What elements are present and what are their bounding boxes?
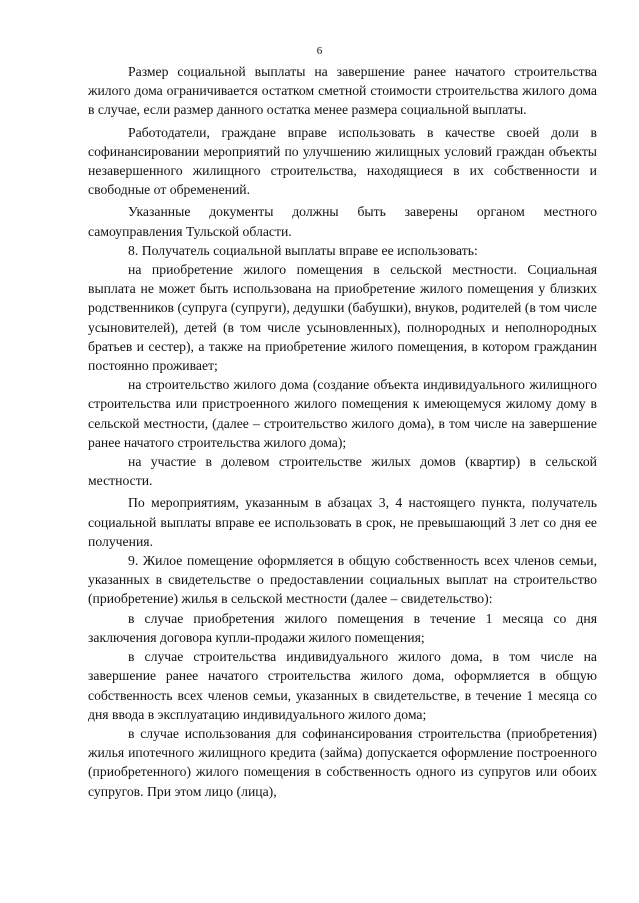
paragraph-employers: Работодатели, граждане вправе использовать в качестве своей доли в софинансировании мероприятий по улучшению жилищных условий граждан объекты незавершенного жилищного строительства, находящиеся в их собственности и свободные от обременений. (88, 124, 597, 198)
document-body (88, 62, 597, 801)
paragraph-payment-size: Размер социальной выплаты на завершение ранее начатого строительства жилого дома ограничивается остатком сметной стоимости строительства жилого дома в случае, если размер данного остатка менее размера социальной выплаты. (88, 64, 597, 118)
paragraph-mortgage-case: в случае использования для софинансирования строительства (приобретения) жилья ипотечного жилищного кредита (займа) допускается оформление построенного (приобретенного) жилого помещения в собственность одного из супругов или обоих супругов. При этом лицо (лица), (88, 725, 597, 799)
paragraph-purchase-case: в случае приобретения жилого помещения в течение 1 месяца со дня заключения договора купли-продажи жилого помещения; (88, 610, 597, 645)
paragraph-shared-construction: на участие в долевом строительстве жилых домов (квартир) в сельской местности. (88, 454, 597, 489)
paragraph-construction-case: в случае строительства индивидуального жилого дома, в том числе на завершение ранее начатого строительства жилого дома, оформляется в общую собственность всех членов семьи, указанных в свидетельстве, в течение 1 месяца со дня ввода в эксплуатацию индивидуального жилого дома; (88, 649, 597, 722)
paragraph-purchase-housing: на приобретение жилого помещения в сельской местности. Социальная выплата не может быть использована на приобретение жилого помещения у близких родственников (супруга (супруги), дедушки (бабушки), внуков, родителей (в том числе усыновителей), детей (в том числе усыновленных), полнородных и неполнородных братьев и сестер), а также на приобретение жилого помещения, в котором гражданин постоянно проживает; (88, 262, 597, 374)
paragraph-documents-certified: Указанные документы должны быть заверены органом местного самоуправления Тульской области. (88, 204, 597, 239)
paragraph-item-8: 8. Получатель социальной выплаты вправе ее использовать: (128, 242, 478, 258)
paragraph-usage-term: По мероприятиям, указанным в абзацах 3, 4 настоящего пункта, получатель социальной выплаты вправе ее использовать в срок, не превышающий 3 лет со дня ее получения. (88, 495, 597, 549)
page-number: 6 (316, 45, 323, 57)
paragraph-house-construction: на строительство жилого дома (создание объекта индивидуального жилищного строительства или пристроенного жилого помещения к имеющемуся жилому дому в сельской местности, (далее – строительство жилого дома), в том числе на завершение ранее начатого строительства жилого дома); (88, 377, 597, 450)
paragraph-item-9: 9. Жилое помещение оформляется в общую собственность всех членов семьи, указанных в свидетельстве о предоставлении социальных выплат на строительство (приобретение) жилья в сельской местности (далее – свидетельство): (88, 553, 597, 607)
